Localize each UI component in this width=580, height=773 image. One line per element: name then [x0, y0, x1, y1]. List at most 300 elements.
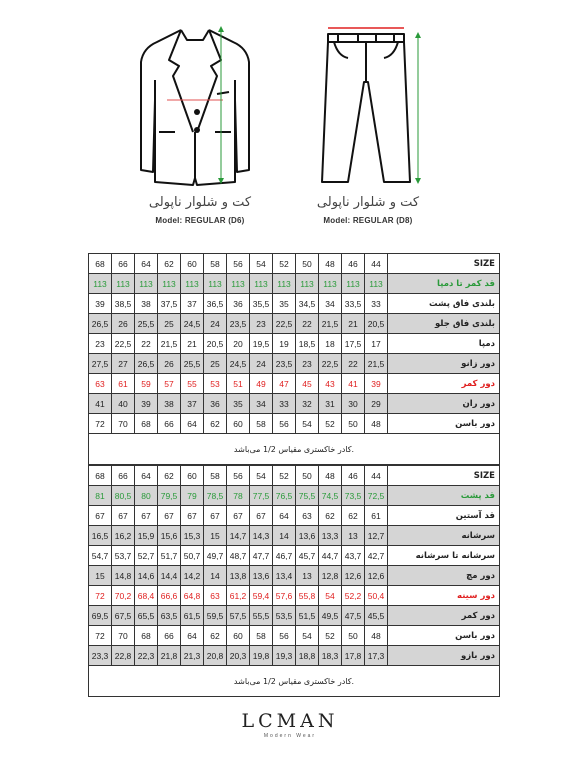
table-cell: 50 — [342, 414, 365, 434]
table-cell: 33 — [273, 394, 296, 414]
table-cell: 70 — [112, 414, 135, 434]
table-cell: 113 — [158, 274, 181, 294]
table-cell: 73,5 — [342, 486, 365, 506]
table-cell: 56 — [273, 626, 296, 646]
table-cell: 40 — [112, 394, 135, 414]
row-label: SIZE — [388, 466, 500, 486]
table-cell: 33,5 — [342, 294, 365, 314]
table-cell: 52,7 — [135, 546, 158, 566]
table-cell: 19 — [273, 334, 296, 354]
table-cell: 67 — [250, 506, 273, 526]
row-label: دور بازو — [388, 646, 500, 666]
table-cell: 52 — [273, 466, 296, 486]
table-cell: 26,5 — [89, 314, 112, 334]
table-cell: 17,3 — [365, 646, 388, 666]
table-cell: 38 — [158, 394, 181, 414]
table-cell: 72 — [89, 414, 112, 434]
table-cell: 113 — [365, 274, 388, 294]
table-cell: 50 — [296, 466, 319, 486]
table-cell: 23 — [89, 334, 112, 354]
table-cell: 113 — [112, 274, 135, 294]
table-cell: 21 — [181, 334, 204, 354]
table-cell: 64 — [181, 626, 204, 646]
table-row — [89, 374, 500, 394]
table-cell: 62 — [319, 506, 342, 526]
table-cell: 24,5 — [227, 354, 250, 374]
table-cell: 77,5 — [250, 486, 273, 506]
table-cell: 23 — [296, 354, 319, 374]
note-row — [89, 666, 500, 697]
table-cell: 21 — [342, 314, 365, 334]
table-cell: 22,8 — [112, 646, 135, 666]
table-row — [89, 606, 500, 626]
table-cell: 22,5 — [319, 354, 342, 374]
table-cell: 27,5 — [89, 354, 112, 374]
table-cell: 17 — [365, 334, 388, 354]
table-cell: 63 — [296, 506, 319, 526]
table-cell: 36 — [204, 394, 227, 414]
table-cell: 113 — [135, 274, 158, 294]
table-cell: 38,5 — [112, 294, 135, 314]
table-cell: 25 — [204, 354, 227, 374]
table-cell: 49,7 — [204, 546, 227, 566]
table-cell: 61 — [365, 506, 388, 526]
table-row — [89, 414, 500, 434]
table-cell: 64 — [181, 414, 204, 434]
brand-logo — [0, 710, 580, 739]
table-cell: 17,5 — [342, 334, 365, 354]
table-cell: 113 — [296, 274, 319, 294]
table-cell: 18 — [319, 334, 342, 354]
table-row — [89, 486, 500, 506]
jacket-title: کت و شلوار ناپولی — [148, 195, 252, 210]
table-cell: 48,7 — [227, 546, 250, 566]
table-cell: 62 — [204, 626, 227, 646]
table-cell: 14,6 — [135, 566, 158, 586]
table-cell: 66 — [158, 626, 181, 646]
table-cell: 20,5 — [204, 334, 227, 354]
table-cell: 16,2 — [112, 526, 135, 546]
table-cell: 113 — [250, 274, 273, 294]
table-cell: 22,5 — [112, 334, 135, 354]
jacket-model: Model: REGULAR (D6) — [155, 216, 245, 225]
table-cell: 17,8 — [342, 646, 365, 666]
table-cell: 37,5 — [158, 294, 181, 314]
table-cell: 72 — [89, 586, 112, 606]
table-cell: 26 — [112, 314, 135, 334]
trousers-title: کت و شلوار ناپولی — [316, 195, 420, 210]
table-cell: 62 — [342, 506, 365, 526]
table-cell: 15,9 — [135, 526, 158, 546]
table-cell: 46 — [342, 466, 365, 486]
row-label: دور کمر — [388, 606, 500, 626]
table-row — [89, 626, 500, 646]
row-label: سرشانه تا سرشانه — [388, 546, 500, 566]
table-cell: 68 — [135, 414, 158, 434]
table-cell: 43 — [319, 374, 342, 394]
table-cell: 39 — [89, 294, 112, 314]
table-cell: 113 — [181, 274, 204, 294]
table-cell: 113 — [204, 274, 227, 294]
table-cell: 31 — [319, 394, 342, 414]
row-label: قد پشت — [388, 486, 500, 506]
table-cell: 26 — [158, 354, 181, 374]
size-header-row — [89, 254, 500, 274]
table-cell: 24 — [204, 314, 227, 334]
scale-note: کادر خاکستری مقیاس 1/2 می‌باشد. — [89, 434, 500, 465]
table-cell: 51 — [227, 374, 250, 394]
table-cell: 33 — [365, 294, 388, 314]
table-cell: 67 — [181, 506, 204, 526]
row-label: دور ران — [388, 394, 500, 414]
table-cell: 64 — [135, 466, 158, 486]
table-cell: 27 — [112, 354, 135, 374]
table-row — [89, 506, 500, 526]
table-row — [89, 314, 500, 334]
table-row — [89, 394, 500, 414]
table-cell: 39 — [365, 374, 388, 394]
table-cell: 113 — [89, 274, 112, 294]
table-cell: 42,7 — [365, 546, 388, 566]
table-cell: 34 — [250, 394, 273, 414]
table-cell: 66 — [112, 254, 135, 274]
table-cell: 52,2 — [342, 586, 365, 606]
table-cell: 63,5 — [158, 606, 181, 626]
table-cell: 50 — [342, 626, 365, 646]
table-cell: 56 — [273, 414, 296, 434]
table-cell: 16,5 — [89, 526, 112, 546]
table-cell: 47,5 — [342, 606, 365, 626]
trousers-model: Model: REGULAR (D8) — [323, 216, 413, 225]
table-cell: 79 — [181, 486, 204, 506]
table-cell: 60 — [227, 626, 250, 646]
table-cell: 60 — [181, 254, 204, 274]
table-cell: 15,6 — [158, 526, 181, 546]
row-label: بلندی فاق جلو — [388, 314, 500, 334]
table-cell: 22,3 — [135, 646, 158, 666]
table-cell: 23,5 — [273, 354, 296, 374]
table-cell: 19,3 — [273, 646, 296, 666]
table-cell: 13,3 — [319, 526, 342, 546]
table-cell: 50,4 — [365, 586, 388, 606]
table-cell: 51,7 — [158, 546, 181, 566]
table-cell: 38 — [135, 294, 158, 314]
table-cell: 75,5 — [296, 486, 319, 506]
table-cell: 14,2 — [181, 566, 204, 586]
table-cell: 24,5 — [181, 314, 204, 334]
table-cell: 60 — [181, 466, 204, 486]
table-cell: 55 — [181, 374, 204, 394]
table-cell: 24 — [250, 354, 273, 374]
table-cell: 19,5 — [250, 334, 273, 354]
table-cell: 63 — [204, 586, 227, 606]
table-cell: 61 — [112, 374, 135, 394]
table-cell: 13,6 — [250, 566, 273, 586]
table-cell: 20,8 — [204, 646, 227, 666]
table-cell: 72,5 — [365, 486, 388, 506]
table-cell: 58 — [204, 466, 227, 486]
row-label: دور مچ — [388, 566, 500, 586]
table-row — [89, 354, 500, 374]
table-cell: 76,5 — [273, 486, 296, 506]
table-cell: 21,5 — [158, 334, 181, 354]
table-cell: 25 — [158, 314, 181, 334]
table-cell: 52 — [319, 414, 342, 434]
table-cell: 44,7 — [319, 546, 342, 566]
table-cell: 21,3 — [181, 646, 204, 666]
table-cell: 36 — [227, 294, 250, 314]
table-cell: 22 — [342, 354, 365, 374]
table-cell: 79,5 — [158, 486, 181, 506]
table-cell: 60 — [227, 414, 250, 434]
table-cell: 14,4 — [158, 566, 181, 586]
table-cell: 37 — [181, 294, 204, 314]
table-cell: 67 — [227, 506, 250, 526]
table-cell: 21,5 — [319, 314, 342, 334]
logo-tagline: Modern Wear — [263, 733, 317, 739]
row-label: دور باسن — [388, 626, 500, 646]
table-cell: 50,7 — [181, 546, 204, 566]
table-row — [89, 526, 500, 546]
table-cell: 32 — [296, 394, 319, 414]
table-cell: 20 — [227, 334, 250, 354]
table-cell: 70 — [112, 626, 135, 646]
table-cell: 113 — [342, 274, 365, 294]
table-cell: 55,8 — [296, 586, 319, 606]
row-label: بلندی فاق پشت — [388, 294, 500, 314]
table-cell: 59 — [135, 374, 158, 394]
table-cell: 68,4 — [135, 586, 158, 606]
table-row — [89, 294, 500, 314]
row-label: دور سینه — [388, 586, 500, 606]
table-cell: 54 — [296, 414, 319, 434]
table-cell: 56 — [227, 254, 250, 274]
table-cell: 14 — [204, 566, 227, 586]
table-cell: 12,7 — [365, 526, 388, 546]
table-cell: 47 — [273, 374, 296, 394]
table-cell: 80 — [135, 486, 158, 506]
table-cell: 23,3 — [89, 646, 112, 666]
table-cell: 53,5 — [273, 606, 296, 626]
table-cell: 15 — [89, 566, 112, 586]
table-cell: 34,5 — [296, 294, 319, 314]
table-cell: 25,5 — [135, 314, 158, 334]
table-cell: 44 — [365, 254, 388, 274]
table-cell: 30 — [342, 394, 365, 414]
table-cell: 67,5 — [112, 606, 135, 626]
table-cell: 13,8 — [227, 566, 250, 586]
table-cell: 29 — [365, 394, 388, 414]
table-cell: 52 — [319, 626, 342, 646]
table-cell: 18,8 — [296, 646, 319, 666]
table-cell: 36,5 — [204, 294, 227, 314]
table-row — [89, 274, 500, 294]
table-cell: 25,5 — [181, 354, 204, 374]
table-cell: 67 — [112, 506, 135, 526]
table-cell: 113 — [273, 274, 296, 294]
size-header-row — [89, 466, 500, 486]
table-cell: 56 — [227, 466, 250, 486]
table-cell: 41 — [342, 374, 365, 394]
row-label: سرشانه — [388, 526, 500, 546]
table-cell: 41 — [89, 394, 112, 414]
table-cell: 46,7 — [273, 546, 296, 566]
table-cell: 49 — [250, 374, 273, 394]
table-cell: 22 — [296, 314, 319, 334]
trousers-size-table — [88, 253, 500, 465]
table-cell: 19,8 — [250, 646, 273, 666]
table-cell: 72 — [89, 626, 112, 646]
table-cell: 66 — [158, 414, 181, 434]
table-cell: 43,7 — [342, 546, 365, 566]
table-cell: 58 — [250, 414, 273, 434]
table-cell: 66 — [112, 466, 135, 486]
table-cell: 74,5 — [319, 486, 342, 506]
table-cell: 113 — [227, 274, 250, 294]
table-cell: 54 — [296, 626, 319, 646]
jacket-illustration-icon — [135, 20, 255, 190]
jacket-size-table — [88, 465, 500, 697]
table-cell: 15,3 — [181, 526, 204, 546]
table-cell: 44 — [365, 466, 388, 486]
table-cell: 52 — [273, 254, 296, 274]
table-cell: 23,5 — [227, 314, 250, 334]
table-cell: 59,4 — [250, 586, 273, 606]
table-cell: 48 — [365, 414, 388, 434]
row-label: دور کمر — [388, 374, 500, 394]
table-cell: 35,5 — [250, 294, 273, 314]
table-cell: 13,6 — [296, 526, 319, 546]
table-cell: 57 — [158, 374, 181, 394]
trousers-caption — [268, 195, 468, 225]
table-cell: 12,8 — [319, 566, 342, 586]
table-cell: 23 — [250, 314, 273, 334]
table-cell: 65,5 — [135, 606, 158, 626]
table-cell: 70,2 — [112, 586, 135, 606]
table-cell: 68 — [135, 626, 158, 646]
table-cell: 59,5 — [204, 606, 227, 626]
row-label: دمپا — [388, 334, 500, 354]
table-cell: 48 — [319, 466, 342, 486]
table-cell: 69,5 — [89, 606, 112, 626]
table-cell: 63 — [89, 374, 112, 394]
logo-wordmark: LCMAN — [241, 710, 339, 732]
table-cell: 14 — [273, 526, 296, 546]
table-row — [89, 646, 500, 666]
table-cell: 21,8 — [158, 646, 181, 666]
table-cell: 18,3 — [319, 646, 342, 666]
table-cell: 62 — [204, 414, 227, 434]
table-cell: 51,5 — [296, 606, 319, 626]
table-cell: 35 — [273, 294, 296, 314]
table-cell: 58 — [250, 626, 273, 646]
table-cell: 45,7 — [296, 546, 319, 566]
table-row — [89, 334, 500, 354]
table-cell: 21,5 — [365, 354, 388, 374]
table-cell: 68 — [89, 254, 112, 274]
table-cell: 62 — [158, 254, 181, 274]
table-cell: 55,5 — [250, 606, 273, 626]
table-cell: 61,2 — [227, 586, 250, 606]
table-cell: 53,7 — [112, 546, 135, 566]
table-cell: 62 — [158, 466, 181, 486]
table-cell: 13 — [342, 526, 365, 546]
table-cell: 14,8 — [112, 566, 135, 586]
table-cell: 64 — [135, 254, 158, 274]
table-cell: 57,5 — [227, 606, 250, 626]
table-cell: 22,5 — [273, 314, 296, 334]
table-cell: 54 — [250, 254, 273, 274]
table-cell: 58 — [204, 254, 227, 274]
table-cell: 80,5 — [112, 486, 135, 506]
row-label: SIZE — [388, 254, 500, 274]
table-cell: 54 — [319, 586, 342, 606]
table-cell: 13 — [296, 566, 319, 586]
table-row — [89, 586, 500, 606]
table-cell: 14,3 — [250, 526, 273, 546]
trousers-illustration-icon — [318, 20, 428, 190]
table-cell: 66,6 — [158, 586, 181, 606]
table-cell: 34 — [319, 294, 342, 314]
table-cell: 35 — [227, 394, 250, 414]
table-cell: 13,4 — [273, 566, 296, 586]
row-label: قد آستین — [388, 506, 500, 526]
table-cell: 61,5 — [181, 606, 204, 626]
table-cell: 81 — [89, 486, 112, 506]
table-cell: 67 — [89, 506, 112, 526]
table-cell: 22 — [135, 334, 158, 354]
row-label: دور زانو — [388, 354, 500, 374]
row-label: دور باسن — [388, 414, 500, 434]
table-cell: 64,8 — [181, 586, 204, 606]
table-cell: 53 — [204, 374, 227, 394]
table-cell: 67 — [158, 506, 181, 526]
table-cell: 78,5 — [204, 486, 227, 506]
table-row — [89, 566, 500, 586]
table-cell: 54 — [250, 466, 273, 486]
table-cell: 68 — [89, 466, 112, 486]
row-label: قد کمر تا دمپا — [388, 274, 500, 294]
table-cell: 57,6 — [273, 586, 296, 606]
table-cell: 37 — [181, 394, 204, 414]
table-cell: 12,6 — [342, 566, 365, 586]
table-cell: 50 — [296, 254, 319, 274]
table-cell: 15 — [204, 526, 227, 546]
table-cell: 48 — [365, 626, 388, 646]
table-cell: 78 — [227, 486, 250, 506]
table-cell: 46 — [342, 254, 365, 274]
table-cell: 26,5 — [135, 354, 158, 374]
table-cell: 39 — [135, 394, 158, 414]
table-cell: 64 — [273, 506, 296, 526]
table-row — [89, 546, 500, 566]
table-cell: 12,6 — [365, 566, 388, 586]
table-cell: 48 — [319, 254, 342, 274]
table-cell: 18,5 — [296, 334, 319, 354]
table-cell: 67 — [204, 506, 227, 526]
table-cell: 113 — [319, 274, 342, 294]
scale-note: کادر خاکستری مقیاس 1/2 می‌باشد. — [89, 666, 500, 697]
table-cell: 67 — [135, 506, 158, 526]
table-cell: 54,7 — [89, 546, 112, 566]
table-cell: 49,5 — [319, 606, 342, 626]
table-cell: 20,5 — [365, 314, 388, 334]
table-cell: 20,3 — [227, 646, 250, 666]
table-cell: 45,5 — [365, 606, 388, 626]
note-row — [89, 434, 500, 465]
table-cell: 45 — [296, 374, 319, 394]
table-cell: 47,7 — [250, 546, 273, 566]
